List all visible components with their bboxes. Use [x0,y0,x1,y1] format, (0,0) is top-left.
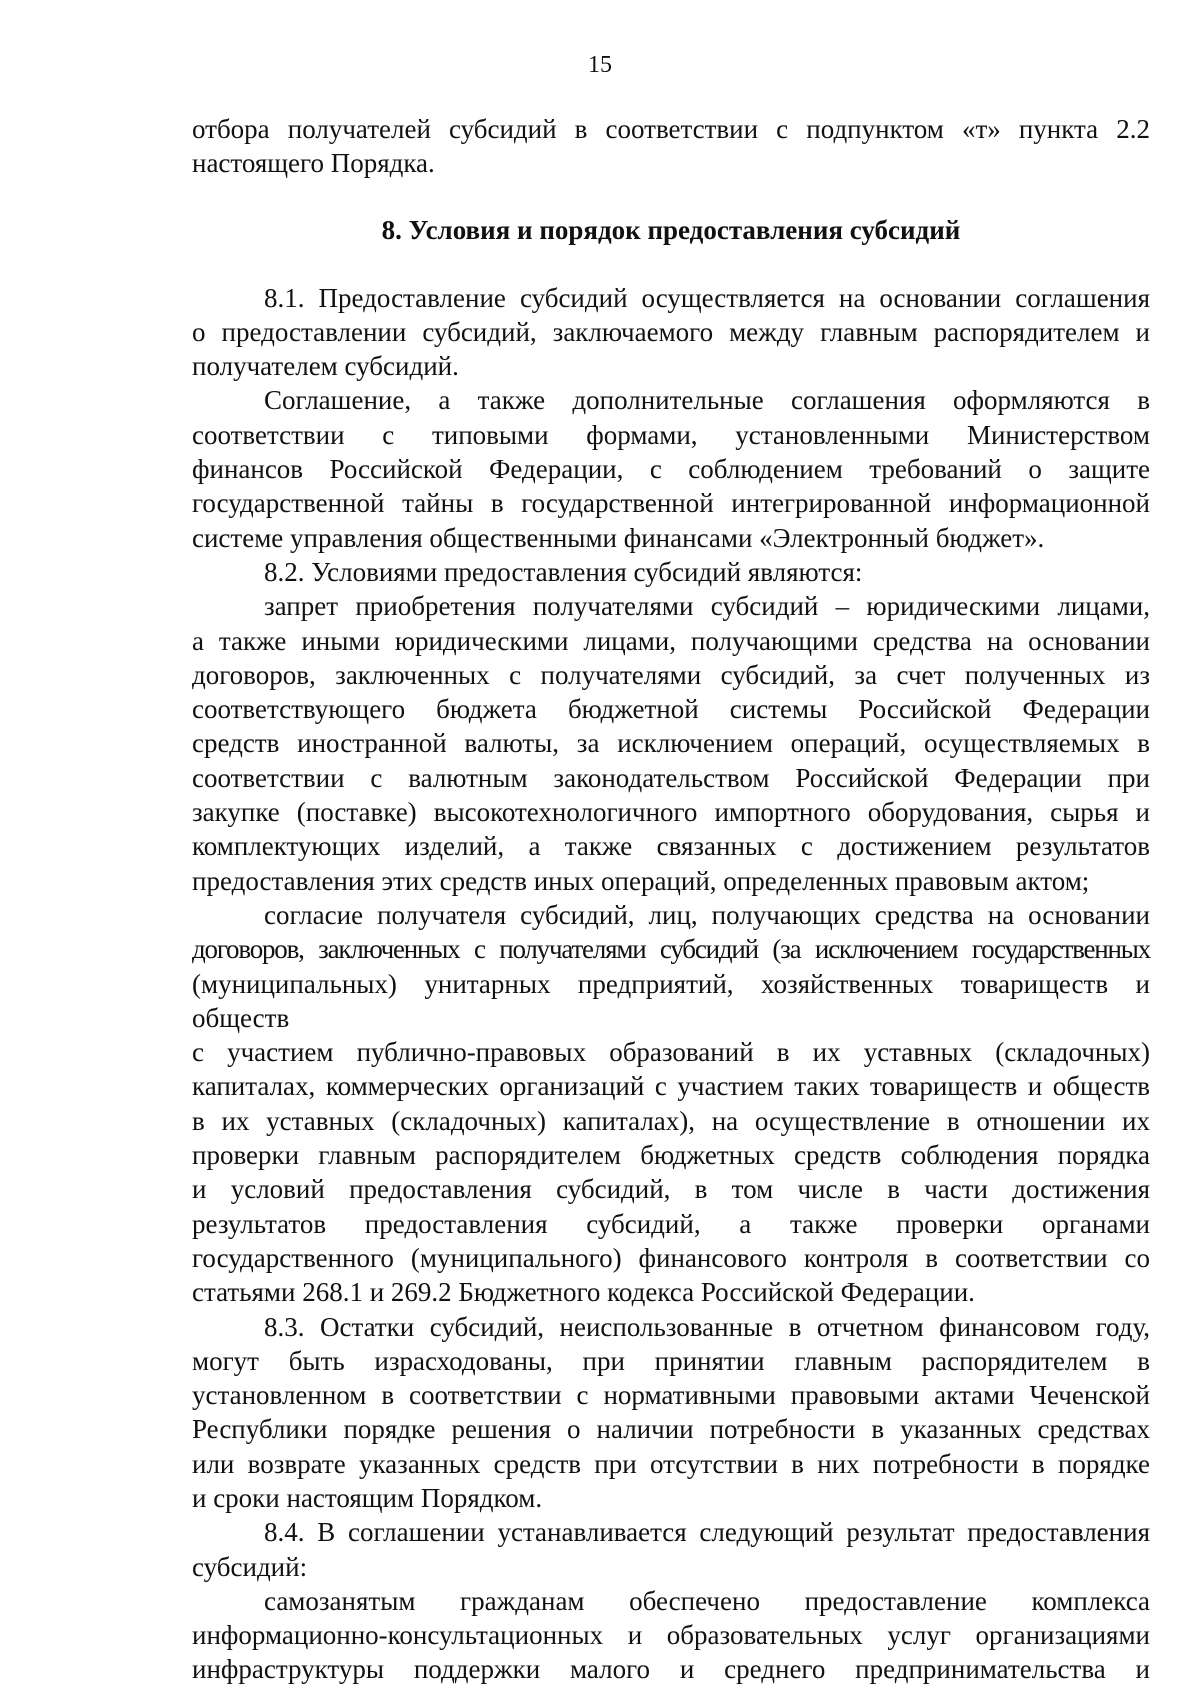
text-line: договоров, заключенных с получателями субсидий (за исключением государственных [192,934,1150,965]
text-line: государственного (муниципального) финансового контроля в соответствии со [192,1242,1150,1273]
text-line: комплектующих изделий, а также связанных с достижением результатов [192,831,1150,862]
text-line: системе управления общественными финансами «Электронный бюджет». [192,522,1045,553]
text-line: средств иностранной валюты, за исключением операций, осуществляемых в [192,728,1150,759]
text-line: финансов Российской Федерации, с соблюдением требований о защите [192,454,1150,485]
text-line: и условий предоставления субсидий, в том числе в части достижения [192,1174,1150,1205]
text-line: 8.4. В соглашении устанавливается следующий результат предоставления [264,1517,1150,1548]
text-line: инфраструктуры поддержки малого и среднего предпринимательства и [192,1654,1150,1685]
text-line: 8.1. Предоставление субсидий осуществляется на основании соглашения [264,282,1150,313]
text-line: а также иными юридическими лицами, получающими средства на основании [192,625,1150,656]
text-line: договоров, заключенных с получателями субсидий, за счет полученных из [192,659,1150,690]
text-line: установленном в соответствии с нормативными правовыми актами Чеченской [192,1380,1150,1411]
text-line: субсидий: [192,1551,308,1582]
text-line: настоящего Порядка. [192,148,435,179]
text-line: Соглашение, а также дополнительные соглашения оформляются в [264,385,1150,416]
section-heading: 8. Условия и порядок предоставления субсидий [381,214,961,245]
text-line: закупке (поставке) высокотехнологичного импортного оборудования, сырья и [192,797,1150,828]
text-line: и сроки настоящим Порядком. [192,1482,543,1513]
text-line: предоставления этих средств иных операций, определенных правовым актом; [192,865,1090,896]
text-line: или возврате указанных средств при отсутствии в них потребности в порядке [192,1448,1150,1479]
text-line: 8.3. Остатки субсидий, неиспользованные в отчетном финансовом году, [264,1311,1150,1342]
text-line: о предоставлении субсидий, заключаемого между главным распорядителем и [192,316,1150,347]
text-line: статьями 268.1 и 269.2 Бюджетного кодекса Российской Федерации. [192,1277,975,1308]
text-line: с участием публично-правовых образований в их уставных (складочных) [192,1037,1150,1068]
text-line: (муниципальных) унитарных предприятий, хозяйственных товариществ и обществ [192,968,1150,1033]
text-line: Республики порядке решения о наличии потребности в указанных средствах [192,1414,1150,1445]
text-line: самозанятым гражданам обеспечено предоставление комплекса [264,1585,1150,1616]
text-line: отбора получателей субсидий в соответствии с подпунктом «т» пункта 2.2 [192,114,1150,144]
text-line: запрет приобретения получателями субсидий – юридическими лицами, [264,591,1150,622]
text-line: согласие получателя субсидий, лиц, получающих средства на основании [264,899,1150,930]
text-line: могут быть израсходованы, при принятии главным распорядителем в [192,1345,1150,1376]
text-line: информационно-консультационных и образовательных услуг организациями [192,1620,1150,1651]
text-line: капиталах, коммерческих организаций с участием таких товариществ и обществ [192,1071,1150,1102]
text-line: в их уставных (складочных) капиталах), на осуществление в отношении их [192,1105,1150,1136]
text-line: результатов предоставления субсидий, а также проверки органами [192,1208,1150,1239]
page-number: 15 [588,52,612,78]
text-line: получателем субсидий. [192,351,459,382]
text-line: 8.2. Условиями предоставления субсидий являются: [264,556,863,587]
text-line: соответствии с типовыми формами, установленными Министерством [192,419,1150,450]
text-line: соответствующего бюджета бюджетной системы Российской Федерации [192,694,1150,725]
document-body [192,112,1150,1687]
text-line: государственной тайны в государственной интегрированной информационной [192,488,1150,519]
text-line: соответствии с валютным законодательством Российской Федерации при [192,762,1150,793]
text-line: проверки главным распорядителем бюджетных средств соблюдения порядка [192,1140,1150,1171]
